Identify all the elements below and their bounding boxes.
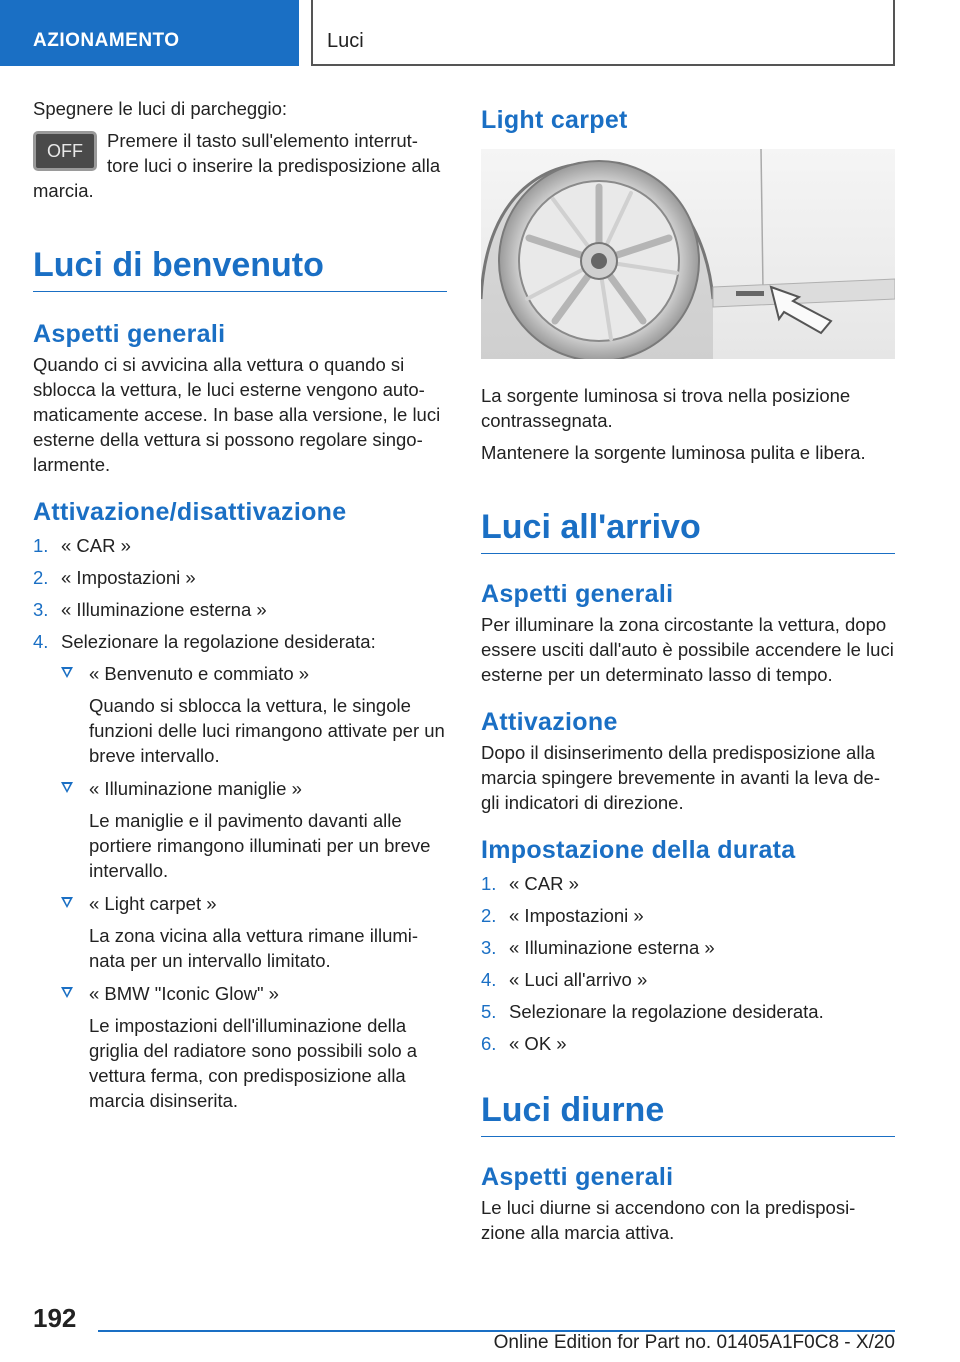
triangle-bullet-icon	[61, 782, 73, 793]
left-column	[33, 96, 447, 1121]
light-carpet-text-2: Mantenere la sorgente luminosa pulita e libera.	[481, 442, 866, 463]
page-footer	[0, 1300, 960, 1362]
triangle-bullet-icon	[61, 897, 73, 908]
parking-off-intro: Spegnere le luci di parcheggio:	[33, 98, 288, 119]
section-tab: AZIONAMENTO	[0, 0, 299, 66]
step-item: 2. « Impostazioni »	[481, 905, 644, 926]
activation-options	[33, 661, 447, 1113]
step-item: 5. Selezionare la regolazione desiderata.	[481, 1001, 824, 1022]
page-header	[0, 0, 960, 66]
activation-title: Attivazione/disattivazione	[33, 498, 347, 526]
off-button-icon: OFF	[33, 131, 97, 171]
step-item: 4. « Luci all'arrivo »	[481, 969, 648, 990]
step-item: 1. « CAR »	[481, 873, 579, 894]
option-item: « BMW "Iconic Glow" » Le impostazioni dell'illuminazione della griglia del radiatore sono possibili solo a vettura ferma, con predisposizione alla marcia disinserita.	[61, 981, 447, 1113]
step-item: 3. « Illuminazione esterna »	[33, 599, 267, 620]
general-text: Quando ci si avvicina alla vettura o quando si sblocca la vettura, le luci esterne vengono auto-maticamente accese. In base alla versione, le luci esterne della vettura si possono regolare singo-larmente.	[33, 354, 441, 475]
step-item: 1. « CAR »	[33, 535, 131, 556]
arrival-general-title: Aspetti generali	[481, 580, 674, 608]
duration-title: Impostazione della durata	[481, 836, 796, 864]
option-item: « Light carpet » La zona vicina alla vettura rimane illumi-nata per un intervallo limitato.	[61, 891, 447, 973]
step-item: 6. « OK »	[481, 1033, 567, 1054]
daytime-text: Le luci diurne si accendono con la predisposi-zione alla marcia attiva.	[481, 1197, 856, 1243]
general-title: Aspetti generali	[33, 320, 226, 348]
activation-steps	[33, 533, 447, 654]
option-item: « Benvenuto e commiato » Quando si sblocca la vettura, le singole funzioni delle luci rimangono attivate per un breve intervallo.	[61, 661, 447, 768]
arrival-activation-title: Attivazione	[481, 708, 618, 736]
car-wheel-drawing	[481, 149, 895, 359]
right-column	[481, 96, 895, 1245]
step-item: 4. Selezionare la regolazione desiderata:	[33, 631, 376, 652]
edition-text: Online Edition for Part no. 01405A1F0C8 - X/20	[493, 1332, 895, 1353]
triangle-bullet-icon	[61, 987, 73, 998]
step-item: 2. « Impostazioni »	[33, 567, 196, 588]
arrival-general-text: Per illuminare la zona circostante la vettura, dopo essere usciti dall'auto è possibile accendere le luci esterne per un determinato lasso di tempo.	[481, 614, 894, 685]
duration-steps	[481, 871, 895, 1056]
daytime-general-title: Aspetti generali	[481, 1163, 674, 1191]
arrival-lights-title: Luci all'arrivo	[481, 507, 895, 554]
page-number: 192	[33, 1303, 77, 1333]
light-carpet-title: Light carpet	[481, 106, 628, 134]
daytime-lights-title: Luci diurne	[481, 1090, 895, 1137]
option-item: « Illuminazione maniglie » Le maniglie e il pavimento davanti alle portiere rimangono illuminati per un breve intervallo.	[61, 776, 447, 883]
step-item: 3. « Illuminazione esterna »	[481, 937, 715, 958]
welcome-lights-title: Luci di benvenuto	[33, 245, 447, 292]
parking-off-text: Premere il tasto sull'elemento interrut-tore luci o inserire la predisposizione alla marcia.	[33, 130, 441, 201]
triangle-bullet-icon	[61, 667, 73, 678]
chapter-title: Luci	[311, 0, 895, 66]
parking-off-instruction	[33, 128, 447, 203]
car-wheel-illustration	[481, 149, 895, 359]
arrival-activation-text: Dopo il disinserimento della predisposizione alla marcia spingere brevemente in avanti la leva de-gli indicatori di direzione.	[481, 742, 880, 813]
light-carpet-text-1: La sorgente luminosa si trova nella posizione contrassegnata.	[481, 385, 851, 431]
